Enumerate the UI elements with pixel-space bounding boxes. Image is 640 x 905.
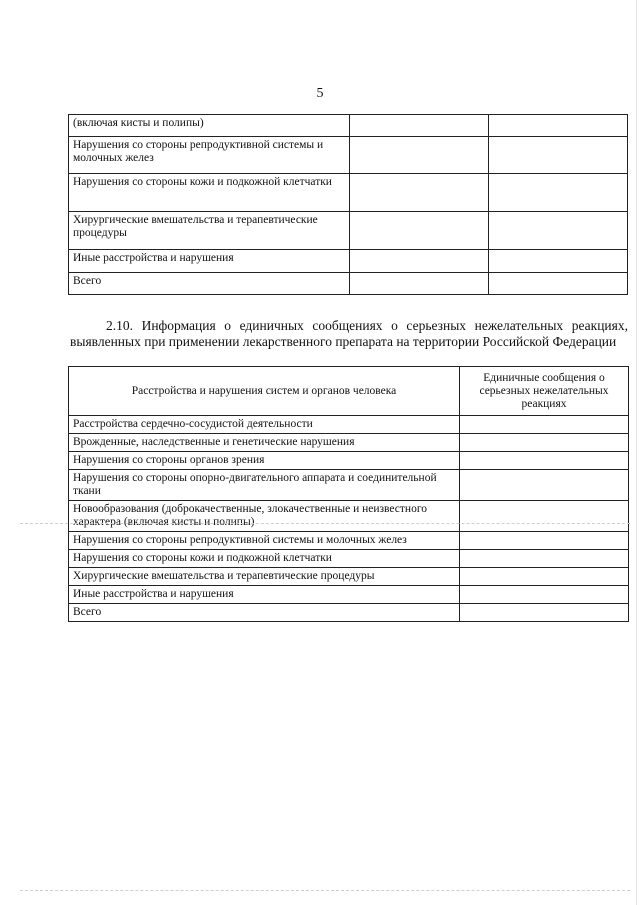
table-row [69, 212, 628, 250]
table-cell [489, 250, 628, 273]
column-header-reports: Единичные сообщения о серьезных нежелательных реакциях [460, 367, 629, 416]
table-cell-label: Хирургические вмешательства и терапевтические процедуры [69, 568, 460, 586]
table-cell-label: Нарушения со стороны кожи и подкожной клетчатки [69, 174, 350, 212]
table-row [69, 604, 629, 622]
table-row [69, 586, 629, 604]
table-row [69, 416, 629, 434]
table-cell [460, 416, 629, 434]
table-row [69, 250, 628, 273]
table-row [69, 501, 629, 532]
table-cell [350, 250, 489, 273]
table-cell [489, 273, 628, 295]
table-cell-label: Нарушения со стороны репродуктивной системы и молочных желез [69, 137, 350, 174]
table-cell [489, 115, 628, 137]
scan-edge-line [636, 0, 637, 905]
table-cell [460, 568, 629, 586]
table-cell-label: Иные расстройства и нарушения [69, 586, 460, 604]
continued-reactions-table [68, 114, 628, 295]
scan-artifact-line [20, 890, 630, 891]
table-cell-label: Расстройства сердечно-сосудистой деятельности [69, 416, 460, 434]
table-row [69, 273, 628, 295]
table-cell-label: Врожденные, наследственные и генетические нарушения [69, 434, 460, 452]
table-cell-label: Нарушения со стороны опорно-двигательного аппарата и соединительной ткани [69, 470, 460, 501]
scan-artifact-line [20, 523, 630, 524]
table-cell [460, 586, 629, 604]
table-row [69, 470, 629, 501]
table-cell [460, 452, 629, 470]
table-cell [460, 550, 629, 568]
table-cell [489, 174, 628, 212]
table-row [69, 568, 629, 586]
table-cell-label: Всего [69, 604, 460, 622]
table-row [69, 137, 628, 174]
table-cell [489, 212, 628, 250]
table-cell [460, 470, 629, 501]
table-row [69, 532, 629, 550]
table-cell [489, 137, 628, 174]
table-cell-label: Нарушения со стороны органов зрения [69, 452, 460, 470]
table-cell-label: Нарушения со стороны кожи и подкожной клетчатки [69, 550, 460, 568]
table-cell [350, 212, 489, 250]
table-row [69, 174, 628, 212]
serious-reactions-table [68, 366, 629, 622]
table-cell-label: (включая кисты и полипы) [69, 115, 350, 137]
table-row [69, 434, 629, 452]
table-row [69, 550, 629, 568]
table-cell-label: Нарушения со стороны репродуктивной системы и молочных желез [69, 532, 460, 550]
table-header-row [69, 367, 629, 416]
table-cell-label: Иные расстройства и нарушения [69, 250, 350, 273]
table-cell-label: Хирургические вмешательства и терапевтические процедуры [69, 212, 350, 250]
table-cell-label: Всего [69, 273, 350, 295]
section-heading-2-10: 2.10. Информация о единичных сообщениях о серьезных нежелательных реакциях, выявленных при применении лекарственного препарата на территории Российской Федерации [70, 318, 628, 349]
table-cell [460, 532, 629, 550]
table-cell [350, 115, 489, 137]
table-row [69, 115, 628, 137]
table-cell [460, 501, 629, 532]
table-cell [460, 604, 629, 622]
table-row [69, 452, 629, 470]
column-header-systems: Расстройства и нарушения систем и органов человека [69, 367, 460, 416]
page-number: 5 [316, 86, 324, 101]
table-cell [350, 174, 489, 212]
table-cell [350, 137, 489, 174]
table-cell-label: Новообразования (доброкачественные, злокачественные и неизвестного характера (включая кисты и полипы) [69, 501, 460, 532]
table-cell [460, 434, 629, 452]
table-cell [350, 273, 489, 295]
